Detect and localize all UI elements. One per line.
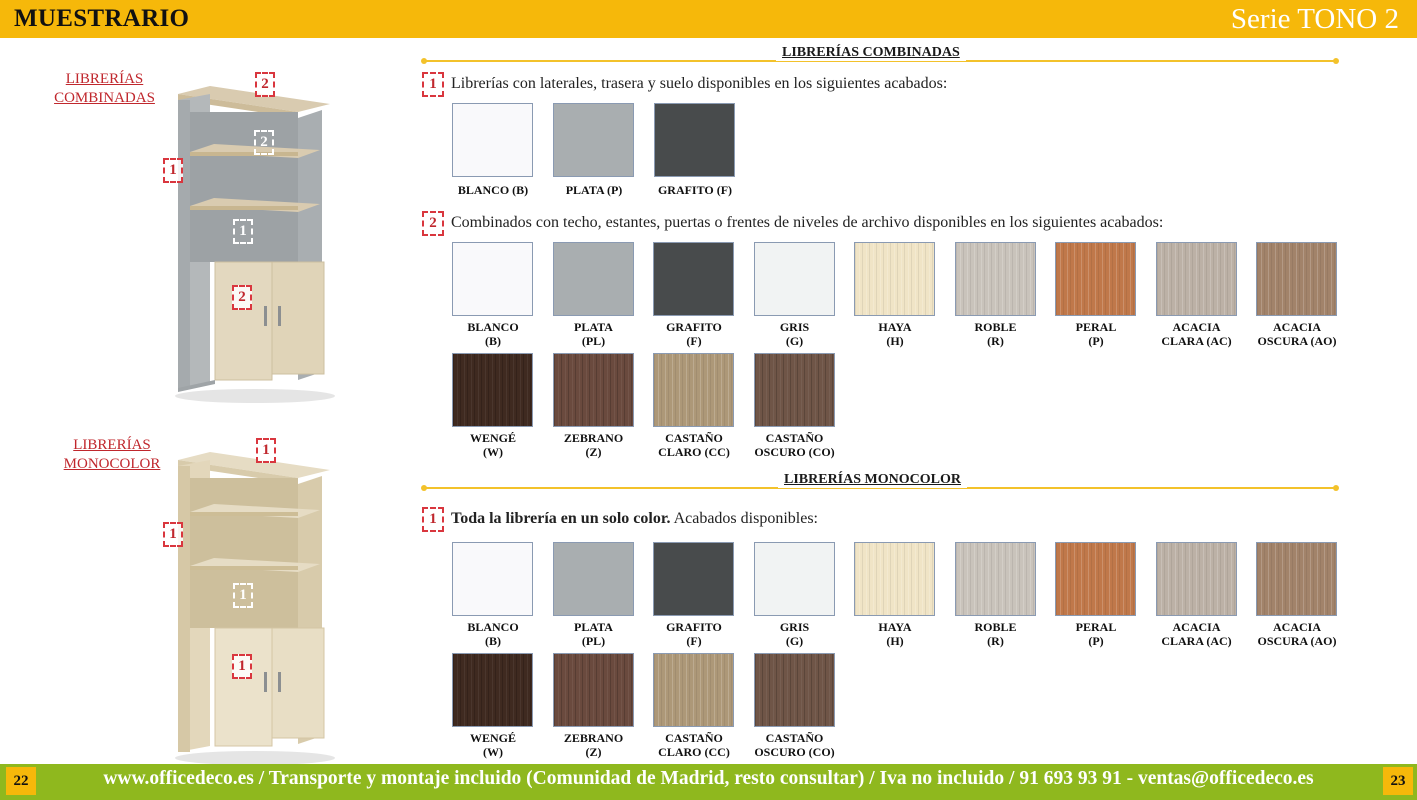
finish-label-code: (B) [485,634,501,648]
finish-swatch [653,542,734,616]
finish-label [745,320,845,348]
marker-combinadas-top: 2 [255,72,275,97]
finish-swatch [452,103,533,177]
finish-label-code: OSCURO (CO) [754,445,835,459]
finish-label-name: GRIS [779,620,810,634]
marker-monocolor-side: 1 [163,522,183,547]
finish-label-name: HAYA [878,320,912,334]
finish-label-code: CLARA (AC) [1161,634,1232,648]
finish-label-name: PERAL [1075,320,1117,334]
marker-combinadas-side: 1 [163,158,183,183]
finish-label-code: (H) [886,334,904,348]
marker-combinadas-shelf: 2 [254,130,274,155]
finish-label-code: (G) [785,634,804,648]
finish-swatch [1055,542,1136,616]
finish-swatch [955,542,1036,616]
finish-swatch [754,242,835,316]
finish-label-code: (F) [686,634,702,648]
finish-swatch [754,653,835,727]
monocolor-label-line-2: MONOCOLOR [63,456,161,472]
finish-swatch [653,242,734,316]
finish-label-name: ZEBRANO [563,431,624,445]
finish-label-code: OSCURO (CO) [754,745,835,759]
finish-label-code: (Z) [585,745,602,759]
monocolor-bookcase-image [170,448,345,766]
header-bar [0,0,1417,38]
step-number-combinadas-2: 2 [422,211,444,236]
header-right-title: Serie TONO 2 [1230,3,1399,35]
finish-swatch [452,653,533,727]
finish-label [544,431,644,459]
finish-label-code: CLARA (AC) [1161,334,1232,348]
finish-label [644,620,744,648]
marker-monocolor-door: 1 [232,654,252,679]
finish-label-code: (W) [483,445,503,459]
finish-label-code: (Z) [585,445,602,459]
header-left-title: MUESTRARIO [14,5,190,32]
finish-swatch [653,653,734,727]
finish-label-name: ROBLE [974,620,1017,634]
finish-label-code: CLARO (CC) [658,445,730,459]
finish-label-name: BLANCO [467,320,519,334]
finish-label-code: (PL) [581,634,606,648]
finish-label-name: GRIS [779,320,810,334]
finish-label-code: OSCURA (AO) [1257,634,1337,648]
finish-label-name: ACACIA [1172,320,1221,334]
footer-contact-text: www.officedeco.es / Transporte y montaje incluido (Comunidad de Madrid, resto consultar) / Iva no incluido / 91 693 93 91 - ventas@officedeco.es [103,768,1314,789]
divider-dot-right-2 [1333,485,1339,491]
finish-label-code: (R) [987,334,1004,348]
marker-monocolor-back: 1 [233,583,253,608]
finish-label-code: (P) [1088,334,1104,348]
finish-swatch [1156,242,1237,316]
finish-label-name: BLANCO [467,620,519,634]
finish-label [544,320,644,348]
finish-swatch [653,353,734,427]
finish-label [845,320,945,348]
finish-swatch [854,542,935,616]
page-number-right: 23 [1383,767,1413,795]
finish-swatch [754,353,835,427]
finish-label [644,431,744,459]
finish-label-code: (W) [483,745,503,759]
finish-label-name: PLATA [574,620,613,634]
finish-label-code: (P) [1088,634,1104,648]
finish-label [443,731,543,759]
instruction-combinadas-1: Librerías con laterales, trasera y suelo disponibles en los siguientes acabados: [451,75,948,92]
instruction-monocolor-1 [451,510,818,528]
finish-label [1147,320,1247,348]
finish-label: PLATA (P) [565,183,623,197]
finish-label [845,620,945,648]
finish-label-name: ROBLE [974,320,1017,334]
finish-label-name: PLATA [574,320,613,334]
finish-label-name: WENGÉ [469,731,516,745]
finish-label [1247,620,1347,648]
finish-label [946,620,1046,648]
finish-label-name: CASTAÑO [765,731,824,745]
marker-combinadas-door: 2 [232,285,252,310]
finish-swatch [553,242,634,316]
finish-label: BLANCO (B) [457,183,529,197]
finish-label-name: ACACIA [1172,620,1221,634]
finish-label-name: ACACIA [1273,620,1321,634]
finish-swatch [452,242,533,316]
finish-label-name: CASTAÑO [665,731,723,745]
finish-swatch [854,242,935,316]
finish-label-code: (G) [785,334,804,348]
marker-monocolor-top: 1 [256,438,276,463]
finish-swatch [553,653,634,727]
finish-swatch [553,353,634,427]
finish-label-name: GRAFITO [666,320,722,334]
finish-label-name: GRAFITO [666,620,722,634]
finish-label-name: PERAL [1075,620,1117,634]
step-number-combinadas-1: 1 [422,72,444,97]
finish-label-name: CASTAÑO [665,431,723,445]
monocolor-label-line-1: LIBRERÍAS [73,437,151,453]
finish-label-code: (PL) [581,334,606,348]
finish-swatch [1156,542,1237,616]
finish-swatch [654,103,735,177]
finish-label [544,731,644,759]
instruction-monocolor-rest: Acabados disponibles: [670,510,818,527]
finish-label: GRAFITO (F) [657,183,733,197]
finish-label [946,320,1046,348]
finish-label [745,731,845,759]
finish-swatch [553,542,634,616]
instruction-combinadas-2: Combinados con techo, estantes, puertas o frentes de niveles de archivo disponibles en los siguientes acabados: [451,214,1164,231]
finish-label-code: (H) [886,634,904,648]
finish-swatch [1256,542,1337,616]
finish-label-name: CASTAÑO [765,431,824,445]
combinadas-label-line-2: COMBINADAS [54,90,155,106]
finish-swatch [955,242,1036,316]
finish-label [644,731,744,759]
finish-label-name: ACACIA [1273,320,1321,334]
step-number-monocolor-1: 1 [422,507,444,532]
finish-label-code: CLARO (CC) [658,745,730,759]
monocolor-illustration-label [52,436,172,474]
finish-swatch [452,542,533,616]
finish-swatch [553,103,634,177]
finish-label [443,320,543,348]
combinadas-illustration-label [52,70,157,108]
finish-label-name: ZEBRANO [563,731,624,745]
divider-dot-right [1333,58,1339,64]
section-title-monocolor: LIBRERÍAS MONOCOLOR [778,472,967,488]
page-number-left: 22 [6,767,36,795]
finish-label [1147,620,1247,648]
finish-label-code: (R) [987,634,1004,648]
marker-combinadas-back: 1 [233,219,253,244]
finish-swatch [452,353,533,427]
finish-label [745,431,845,459]
finish-label-name: HAYA [878,620,912,634]
combinadas-label-line-1: LIBRERÍAS [65,71,144,87]
finish-swatch [754,542,835,616]
finish-label [644,320,744,348]
finish-swatch [1055,242,1136,316]
finish-label [1046,320,1146,348]
finish-label-name: WENGÉ [469,431,516,445]
section-title-combinadas: LIBRERÍAS COMBINADAS [776,45,966,61]
instruction-monocolor-bold: Toda la librería en un solo color. [451,510,671,527]
finish-label [443,620,543,648]
finish-label [745,620,845,648]
finish-label-code: OSCURA (AO) [1257,334,1337,348]
finish-label-code: (B) [485,334,501,348]
finish-label [1046,620,1146,648]
finish-label [544,620,644,648]
finish-swatch [1256,242,1337,316]
finish-label [443,431,543,459]
finish-label [1247,320,1347,348]
finish-label-code: (F) [686,334,702,348]
